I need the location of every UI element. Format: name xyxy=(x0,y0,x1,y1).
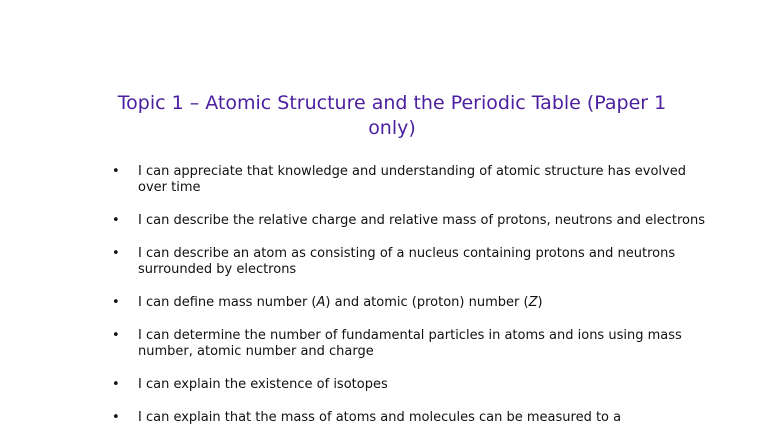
mass-number-symbol: A xyxy=(316,295,326,310)
bullet-icon: • xyxy=(112,377,120,392)
objective-text xyxy=(138,295,543,310)
bullet-icon: • xyxy=(112,164,120,179)
objective-text-part: I can define mass number ( xyxy=(138,295,317,310)
objective-text-part: ) xyxy=(537,295,543,310)
objective-text: I can determine the number of fundamental particles in atoms and ions using mass number, atomic number and charge xyxy=(138,328,682,359)
objectives-list xyxy=(110,164,710,441)
list-item xyxy=(110,410,710,426)
objective-text: I can describe an atom as consisting of a nucleus containing protons and neutrons surrounded by electrons xyxy=(138,246,676,277)
list-item xyxy=(110,164,710,196)
objective-text: I can describe the relative charge and relative mass of protons, neutrons and electrons xyxy=(138,213,705,228)
objective-text: I can explain the existence of isotopes xyxy=(138,377,388,392)
list-item xyxy=(110,246,710,278)
bullet-icon: • xyxy=(112,328,120,343)
list-item xyxy=(110,295,710,311)
atomic-number-symbol: Z xyxy=(528,295,538,310)
objective-text: I can explain that the mass of atoms and molecules can be measured to a xyxy=(138,410,622,425)
bullet-icon: • xyxy=(112,213,120,228)
objective-text: I can appreciate that knowledge and understanding of atomic structure has evolved over time xyxy=(138,164,686,195)
bullet-icon: • xyxy=(112,295,120,310)
list-item xyxy=(110,328,710,360)
list-item xyxy=(110,213,710,229)
bullet-icon: • xyxy=(112,410,120,425)
page-title: Topic 1 – Atomic Structure and the Periodic Table (Paper 1 only) xyxy=(117,92,667,139)
list-item xyxy=(110,377,710,393)
objective-text-part: ) and atomic (proton) number ( xyxy=(325,295,529,310)
bullet-icon: • xyxy=(112,246,120,261)
